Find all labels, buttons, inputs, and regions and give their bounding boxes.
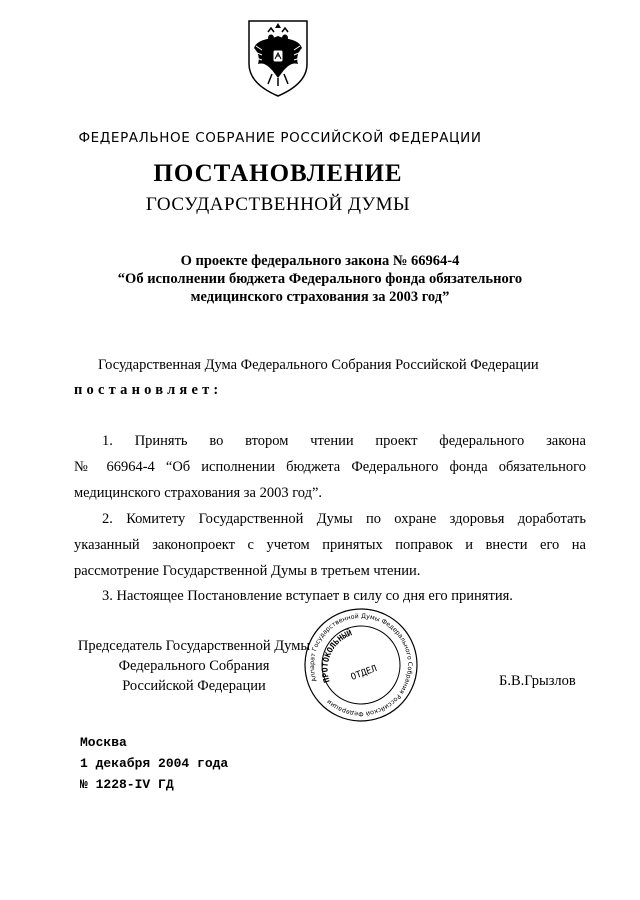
stamp-top-text: ПРОТОКОЛЬНЫЙ (320, 628, 354, 684)
position-line: Российской Федерации (122, 678, 266, 694)
protocol-office-stamp (302, 606, 420, 724)
subject-line: “Об исполнении бюджета Федерального фонда обязательного (117, 271, 523, 287)
item-line: 1. Принять во втором чтении проект федерального закона (102, 433, 586, 449)
stamp-icon (302, 606, 420, 724)
resolution-item (74, 428, 586, 506)
item-line: 2. Комитету Государственной Думы по охране здоровья доработать (102, 511, 586, 527)
document-subject (95, 252, 545, 306)
item-line: указанный законопроект с учетом принятых поправок и внести его на (74, 537, 586, 553)
preamble: Государственная Дума Федерального Собрания Российской Федерации (98, 357, 539, 373)
resolution-item (74, 506, 586, 584)
item-line: медицинского страхования за 2003 год”. (74, 485, 323, 501)
decrees-word: постановляет: (74, 382, 223, 398)
document-type-title: ПОСТАНОВЛЕНИЕ (153, 160, 403, 187)
parliament-name: ФЕДЕРАЛЬНОЕ СОБРАНИЕ РОССИЙСКОЙ ФЕДЕРАЦИИ (78, 130, 482, 146)
signatory-position (74, 636, 314, 696)
subject-line: медицинского страхования за 2003 год” (190, 289, 450, 305)
issuing-body-title: ГОСУДАРСТВЕННОЙ ДУМЫ (145, 194, 411, 215)
state-emblem (246, 18, 310, 98)
svg-text:Аппарат Государственной Думы Ф (302, 606, 420, 724)
signing-date: 1 декабря 2004 года (80, 756, 229, 771)
stamp-ring-text: Аппарат Государственной Думы Федерального Собрания Российской Федерации (308, 612, 414, 718)
item-line: рассмотрение Государственной Думы в третьем чтении. (74, 563, 421, 579)
signatory-name: Б.В.Грызлов (499, 673, 576, 689)
position-line: Председатель Государственной Думы (77, 638, 311, 654)
document-number: № 1228-IV ГД (80, 777, 174, 792)
item-line: № 66964-4 “Об исполнении бюджета Федерального фонда обязательного (74, 459, 586, 475)
subject-line: О проекте федерального закона № 66964-4 (180, 253, 460, 269)
coat-of-arms-icon (246, 18, 310, 98)
position-line: Федерального Собрания (118, 658, 270, 674)
item-line: 3. Настоящее Постановление вступает в силу со дня его принятия. (102, 588, 513, 604)
stamp-center-text: ОТДЕЛ (349, 664, 379, 683)
document-footer (80, 732, 228, 795)
place-of-signing: Москва (80, 735, 127, 750)
